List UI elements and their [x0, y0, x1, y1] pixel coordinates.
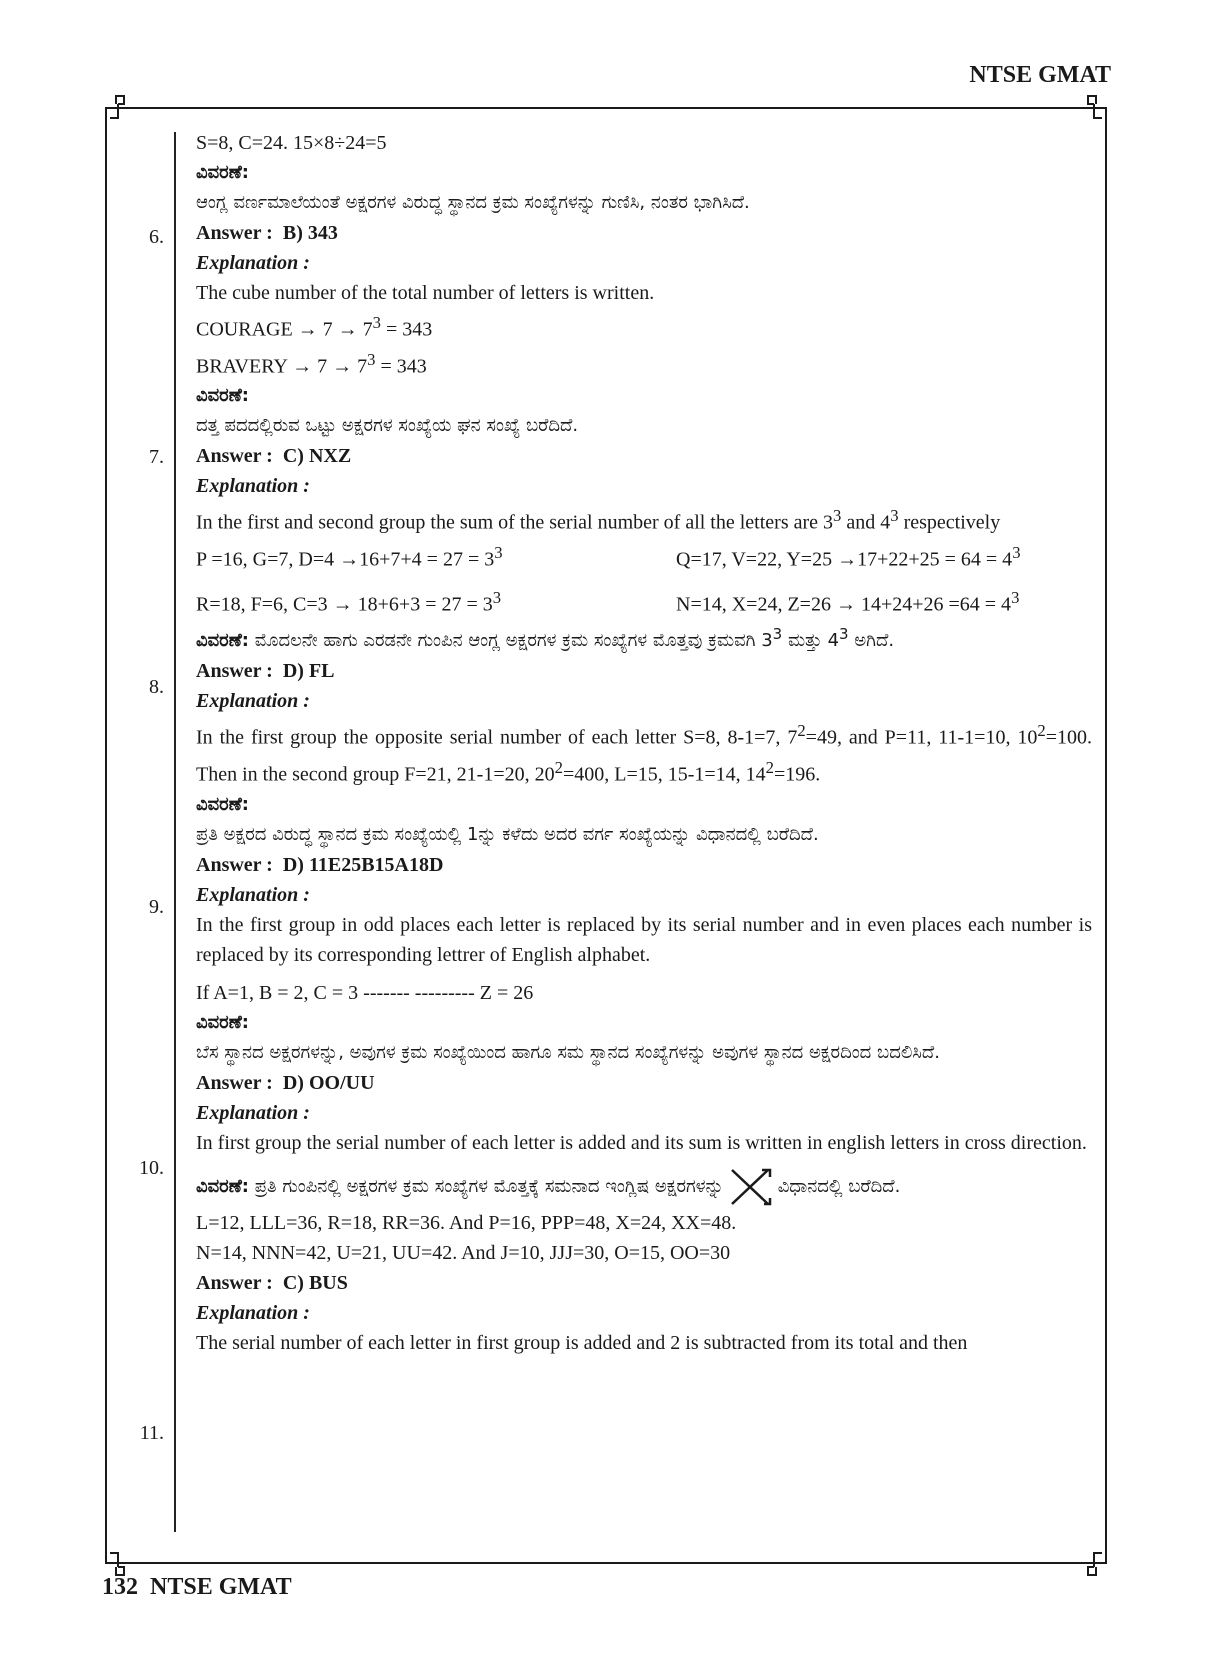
q6-bravery-line: BRAVERY → $7 \to 7^3 = 343$: [196, 349, 427, 378]
q6-answer: Answer : B) 343: [196, 222, 338, 244]
q9-explanation-text: In the first group in odd places each letter is replaced by its serial number and in even places each number is replaced by its corresponding lettrer of English alphabet.: [196, 913, 1092, 966]
q7-explanation-label: Explanation :: [196, 475, 310, 498]
q9-kannada-explanation: ಬೆಸ ಸ್ಥಾನದ ಅಕ್ಷರಗಳನ್ನು, ಅವುಗಳ ಕ್ರಮ ಸಂಖ್ಯೆಯಿಂದ ಹಾಗೂ ಸಮ ಸ್ಥಾನದ ಸಂಖ್ಯೆಗಳನ್ನು ಅವುಗಳ ಸ್ಥಾನದ ಅಕ್ಷರದಿಂದ ಬದಲಿಸಿದೆ.: [196, 1041, 940, 1063]
q10-answer: Answer : D) OO/UU: [196, 1071, 375, 1094]
question-number-6: 6.: [149, 226, 164, 248]
q11-explanation-text: The serial number of each letter in first group is added and 2 is subtracted from its total and then: [196, 1331, 968, 1354]
q6-explanation-text: The cube number of the total number of letters is written.: [196, 282, 655, 304]
solutions-content: [196, 128, 1092, 1358]
top-formula: S=8, C=24. 15×8÷24=5: [196, 132, 387, 154]
q10-explanation-label: Explanation :: [196, 1101, 310, 1124]
vivarane-label: ವಿವರಣೆ:: [196, 1011, 249, 1033]
q7-group-row-1: P =16, G=7, $D=4 \to 16+7+4 = 27 = 3^3$ Q=17, V=22, $Y=25 \to 17+22+25 = 64 = 4^3$: [196, 542, 1021, 571]
q7-kannada-explanation: ವಿವರಣೆ: ಮೊದಲನೇ ಹಾಗು ಎರಡನೇ ಗುಂಪಿನ ಆಂಗ್ಲ ಅಕ್ಷರಗಳ ಕ್ರಮ ಸಂಖ್ಯೆಗಳ ಮೊತ್ತವು ಕ್ರಮವಗಿ $3^3$ ಮತ್ತು $4^3$ ಅಗಿದೆ.: [196, 625, 895, 652]
running-header: NTSE GMAT: [969, 62, 1111, 88]
q9-answer: Answer : D) 11E25B15A18D: [196, 853, 444, 876]
question-number-11: 11.: [139, 1422, 164, 1444]
top-kannada-explanation: ಆಂಗ್ಲ ವರ್ಣಮಾಲೆಯಂತೆ ಅಕ್ಷರಗಳ ವಿರುದ್ಧ ಸ್ಥಾನದ ಕ್ರಮ ಸಂಖ್ಯೆಗಳನ್ನು ಗುಣಿಸಿ, ನಂತರ ಭಾಗಿಸಿದೆ.: [196, 192, 750, 213]
q6-kannada-explanation: ದತ್ತ ಪದದಲ್ಲಿರುವ ಒಟ್ಟು ಅಕ್ಷರಗಳ ಸಂಖ್ಯೆಯ ಘನ ಸಂಖ್ಯೆ ಬರೆದಿದೆ.: [196, 415, 579, 437]
q8-answer: Answer : D) FL: [196, 660, 335, 683]
page-footer: [102, 1574, 292, 1601]
q11-answer: Answer : C) BUS: [196, 1271, 348, 1294]
q6-explanation-label: Explanation :: [196, 252, 310, 274]
q7-group-row-2: R=18, F=6, $C=3 \to 18+6+3 = 27 = 3^3$ N=14, X=24, $Z=26 \to 14+24+26 =64 = 4^3$: [196, 587, 1020, 616]
q9-formula: If A=1, B = 2, C = 3 ------- --------- Z = 26: [196, 981, 534, 1004]
footer-title: NTSE GMAT: [150, 1574, 292, 1600]
q10-line-1: L=12, LLL=36, R=18, RR=36. And P=16, PPP=48, X=24, XX=48.: [196, 1211, 737, 1234]
q10-kannada-explanation: ವಿವರಣೆ: ಪ್ರತಿ ಗುಂಪಿನಲ್ಲಿ ಅಕ್ಷರಗಳ ಕ್ರಮ ಸಂಖ್ಯೆಗಳ ಮೊತ್ತಕ್ಕೆ ಸಮನಾದ ಇಂಗ್ಲಿಷ ಅಕ್ಷರಗಳನ್ನು ವಿಧಾನದಲ್ಲಿ ಬರೆದಿದೆ.: [196, 1166, 1092, 1208]
q6-courage-line: COURAGE → $7 \to 7^3 = 343$: [196, 313, 433, 341]
q8-explanation-label: Explanation :: [196, 690, 310, 713]
page-number: 132: [102, 1574, 138, 1600]
vivarane-label: ವಿವರಣೆ:: [196, 385, 249, 407]
vivarane-label: ವಿವರಣೆ:: [196, 793, 249, 815]
question-number-8: 8.: [149, 676, 164, 698]
question-number-10: 10.: [139, 1157, 164, 1179]
q11-explanation-label: Explanation :: [196, 1301, 310, 1324]
vivarane-label: ವಿವರಣೆ:: [196, 162, 249, 183]
q8-kannada-explanation: ಪ್ರತಿ ಅಕ್ಷರದ ವಿರುದ್ಧ ಸ್ಥಾನದ ಕ್ರಮ ಸಂಖ್ಯೆಯಲ್ಲಿ 1ನ್ನು ಕಳೆದು ಅದರ ವರ್ಗ ಸಂಖ್ಯೆಯನ್ನು ವಿಧಾನದಲ್ಲಿ ಬರೆದಿದೆ.: [196, 823, 819, 845]
question-number-7: 7.: [149, 446, 164, 468]
question-number-9: 9.: [149, 896, 164, 918]
q9-explanation-label: Explanation :: [196, 883, 310, 906]
q8-explanation-text: In the first group the opposite serial number of each letter S=8, 8-1=7, $7^2=49$, and P=11, 11-1=10, $10^2=100$. Then in the second group F=21, 21-1=20, $20^2=400$, L=15, 15-1=14, $14^2=196$.: [196, 721, 1092, 786]
q10-line-2: N=14, NNN=42, U=21, UU=42. And J=10, JJJ=30, O=15, OO=30: [196, 1241, 731, 1264]
q7-explanation-text: In the first and second group the sum of the serial number of all the letters are $3^3$ and $4^3$ respectively: [196, 506, 1001, 534]
cross-direction-icon: [728, 1166, 774, 1208]
q10-explanation-text: In first group the serial number of each letter is added and its sum is written in english letters in cross direction.: [196, 1131, 1087, 1154]
q7-answer: Answer : C) NXZ: [196, 445, 352, 468]
question-column-rule: [174, 132, 176, 1532]
